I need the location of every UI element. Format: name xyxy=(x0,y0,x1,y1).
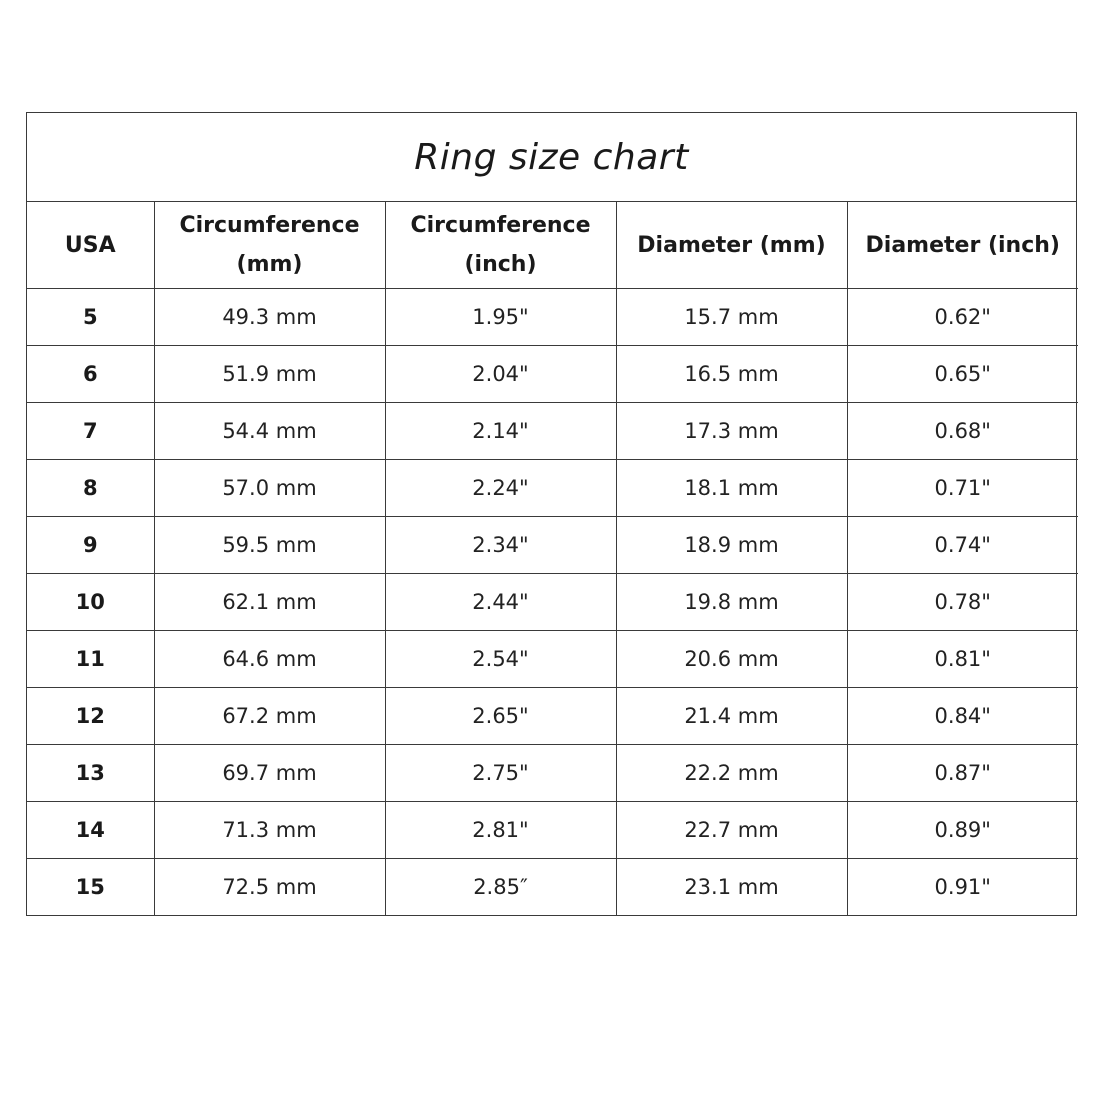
cell-diameter-mm: 16.5 mm xyxy=(616,346,847,403)
cell-circumference-inch: 2.85″ xyxy=(385,859,616,916)
cell-circumference-mm: 62.1 mm xyxy=(154,574,385,631)
size-table xyxy=(27,202,1078,915)
cell-diameter-mm: 22.7 mm xyxy=(616,802,847,859)
cell-circumference-inch: 2.65" xyxy=(385,688,616,745)
cell-usa: 11 xyxy=(27,631,154,688)
cell-circumference-mm: 69.7 mm xyxy=(154,745,385,802)
cell-circumference-inch: 2.81" xyxy=(385,802,616,859)
cell-circumference-mm: 49.3 mm xyxy=(154,289,385,346)
cell-diameter-inch: 0.68" xyxy=(847,403,1078,460)
cell-usa: 10 xyxy=(27,574,154,631)
ring-size-chart xyxy=(26,112,1077,916)
cell-diameter-inch: 0.62" xyxy=(847,289,1078,346)
cell-circumference-mm: 64.6 mm xyxy=(154,631,385,688)
cell-diameter-inch: 0.78" xyxy=(847,574,1078,631)
cell-diameter-inch: 0.81" xyxy=(847,631,1078,688)
cell-diameter-mm: 20.6 mm xyxy=(616,631,847,688)
cell-diameter-inch: 0.74" xyxy=(847,517,1078,574)
cell-circumference-inch: 2.34" xyxy=(385,517,616,574)
header-row xyxy=(27,202,1078,289)
cell-diameter-mm: 22.2 mm xyxy=(616,745,847,802)
cell-usa: 5 xyxy=(27,289,154,346)
chart-title: Ring size chart xyxy=(27,113,1076,202)
cell-circumference-mm: 51.9 mm xyxy=(154,346,385,403)
cell-circumference-mm: 71.3 mm xyxy=(154,802,385,859)
cell-circumference-inch: 2.04" xyxy=(385,346,616,403)
cell-diameter-inch: 0.89" xyxy=(847,802,1078,859)
table-row xyxy=(27,517,1078,574)
table-row xyxy=(27,631,1078,688)
cell-circumference-mm: 72.5 mm xyxy=(154,859,385,916)
table-row xyxy=(27,346,1078,403)
cell-circumference-inch: 2.44" xyxy=(385,574,616,631)
cell-diameter-mm: 17.3 mm xyxy=(616,403,847,460)
cell-circumference-inch: 1.95" xyxy=(385,289,616,346)
cell-usa: 9 xyxy=(27,517,154,574)
cell-usa: 14 xyxy=(27,802,154,859)
cell-diameter-inch: 0.87" xyxy=(847,745,1078,802)
cell-circumference-mm: 57.0 mm xyxy=(154,460,385,517)
cell-usa: 13 xyxy=(27,745,154,802)
cell-diameter-mm: 18.9 mm xyxy=(616,517,847,574)
cell-circumference-inch: 2.75" xyxy=(385,745,616,802)
cell-circumference-inch: 2.24" xyxy=(385,460,616,517)
header-circumference-mm: Circumference (mm) xyxy=(154,202,385,289)
cell-diameter-inch: 0.91" xyxy=(934,875,991,899)
table-row xyxy=(27,859,1078,916)
table-row xyxy=(27,403,1078,460)
table-row xyxy=(27,289,1078,346)
cell-diameter-mm: 19.8 mm xyxy=(616,574,847,631)
cell-usa: 15 xyxy=(27,859,154,916)
cell-circumference-mm: 54.4 mm xyxy=(154,403,385,460)
table-row xyxy=(27,802,1078,859)
cell-circumference-inch: 2.14" xyxy=(385,403,616,460)
table-row xyxy=(27,574,1078,631)
cell-usa: 6 xyxy=(27,346,154,403)
cell-diameter-inch: 0.71" xyxy=(847,460,1078,517)
table-row xyxy=(27,688,1078,745)
cell-circumference-mm: 67.2 mm xyxy=(154,688,385,745)
header-circumference-inch: Circumference (inch) xyxy=(385,202,616,289)
table-row xyxy=(27,460,1078,517)
cell-circumference-inch: 2.54" xyxy=(385,631,616,688)
cell-usa: 12 xyxy=(27,688,154,745)
cell-usa: 8 xyxy=(27,460,154,517)
cell-diameter-inch: 0.65" xyxy=(847,346,1078,403)
header-diameter-inch: Diameter (inch) xyxy=(847,202,1078,289)
cell-diameter-mm: 15.7 mm xyxy=(616,289,847,346)
cell-diameter-mm: 18.1 mm xyxy=(616,460,847,517)
header-usa: USA xyxy=(27,202,154,289)
header-diameter-mm: Diameter (mm) xyxy=(616,202,847,289)
table-row xyxy=(27,745,1078,802)
cell-diameter-mm: 21.4 mm xyxy=(616,688,847,745)
cell-circumference-mm: 59.5 mm xyxy=(154,517,385,574)
cell-diameter-mm: 23.1 mm xyxy=(616,859,847,916)
cell-usa: 7 xyxy=(27,403,154,460)
cell-diameter-inch: 0.84" xyxy=(847,688,1078,745)
